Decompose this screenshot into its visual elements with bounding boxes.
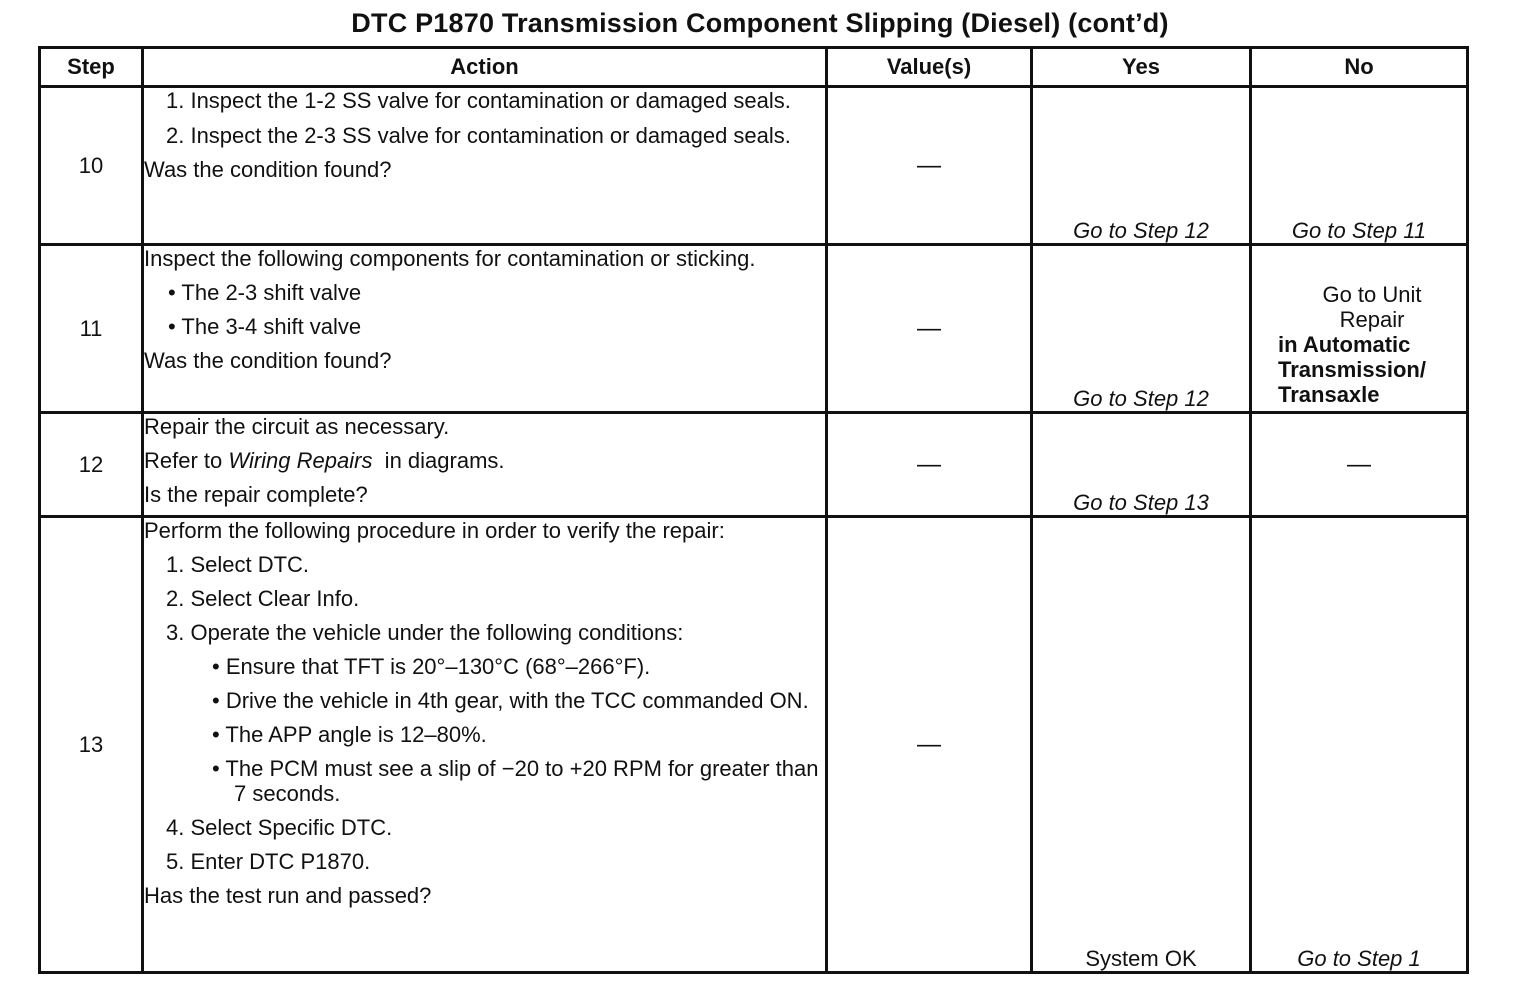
value-cell: — bbox=[827, 413, 1032, 517]
no-unit-repair-line: Go to Unit bbox=[1322, 282, 1422, 307]
action-sub-bullet: • The APP angle is 12–80%. bbox=[212, 722, 487, 747]
no-unit-repair-line: Repair bbox=[1339, 307, 1405, 332]
step-number: 13 bbox=[40, 517, 143, 973]
diagnostic-table bbox=[38, 46, 1469, 974]
action-cell bbox=[143, 413, 827, 517]
table-row-step-11 bbox=[40, 245, 1468, 413]
action-refer bbox=[144, 448, 825, 473]
action-item: 3. Operate the vehicle under the following conditions: bbox=[166, 620, 684, 645]
yes-cell: Go to Step 12 bbox=[1032, 245, 1251, 413]
refer-prefix: Refer to bbox=[144, 448, 229, 473]
refer-suffix: in diagrams. bbox=[372, 448, 505, 473]
no-unit-repair-location: Transaxle bbox=[1278, 382, 1380, 407]
no-cell: Go to Step 11 bbox=[1251, 87, 1468, 245]
wiring-repairs-reference: Wiring Repairs bbox=[228, 448, 373, 473]
action-question: Was the condition found? bbox=[144, 348, 392, 373]
step-number: 10 bbox=[40, 87, 143, 245]
table-row-step-10 bbox=[40, 87, 1468, 245]
step-number: 11 bbox=[40, 245, 143, 413]
header-action: Action bbox=[143, 48, 827, 87]
no-cell bbox=[1251, 245, 1468, 413]
action-item: 2. Inspect the 2-3 SS valve for contamination or damaged seals. bbox=[166, 123, 791, 148]
header-no: No bbox=[1251, 48, 1468, 87]
action-item: 5. Enter DTC P1870. bbox=[166, 849, 371, 874]
action-sub-bullet: • Ensure that TFT is 20°–130°C (68°–266°F). bbox=[212, 654, 651, 679]
action-item: 4. Select Specific DTC. bbox=[166, 815, 393, 840]
action-intro: Inspect the following components for contamination or sticking. bbox=[144, 246, 756, 271]
header-row bbox=[40, 48, 1468, 87]
action-question: Has the test run and passed? bbox=[144, 883, 432, 908]
action-item: 2. Select Clear Info. bbox=[166, 586, 360, 611]
table-row-step-12 bbox=[40, 413, 1468, 517]
action-sub-bullet: • Drive the vehicle in 4th gear, with the TCC commanded ON. bbox=[212, 688, 809, 713]
no-cell: Go to Step 1 bbox=[1251, 517, 1468, 973]
action-item: 1. Inspect the 1-2 SS valve for contamination or damaged seals. bbox=[166, 88, 791, 113]
action-line: Repair the circuit as necessary. bbox=[144, 414, 450, 439]
action-question: Was the condition found? bbox=[144, 157, 392, 182]
table-row-step-13 bbox=[40, 517, 1468, 973]
header-step: Step bbox=[40, 48, 143, 87]
no-unit-repair-location: in Automatic bbox=[1278, 332, 1411, 357]
yes-cell: Go to Step 13 bbox=[1032, 413, 1251, 517]
action-cell bbox=[143, 245, 827, 413]
action-cell bbox=[143, 517, 827, 973]
action-question: Is the repair complete? bbox=[144, 482, 368, 507]
no-unit-repair-location: Transmission/ bbox=[1278, 357, 1426, 382]
value-cell: — bbox=[827, 87, 1032, 245]
action-item: 1. Select DTC. bbox=[166, 552, 310, 577]
value-cell: — bbox=[827, 245, 1032, 413]
yes-cell: System OK bbox=[1032, 517, 1251, 973]
yes-cell: Go to Step 12 bbox=[1032, 87, 1251, 245]
page-title: DTC P1870 Transmission Component Slipping (Diesel) (cont’d) bbox=[351, 8, 1169, 38]
value-cell: — bbox=[827, 517, 1032, 973]
action-bullet: • The 3-4 shift valve bbox=[168, 314, 362, 339]
header-yes: Yes bbox=[1032, 48, 1251, 87]
header-values: Value(s) bbox=[827, 48, 1032, 87]
action-cell bbox=[143, 87, 827, 245]
action-bullet: • The 2-3 shift valve bbox=[168, 280, 362, 305]
no-cell: — bbox=[1251, 413, 1468, 517]
action-sub-bullet: • The PCM must see a slip of −20 to +20 RPM for greater than 7 seconds. bbox=[212, 756, 819, 806]
step-number: 12 bbox=[40, 413, 143, 517]
action-intro: Perform the following procedure in order to verify the repair: bbox=[144, 518, 725, 543]
